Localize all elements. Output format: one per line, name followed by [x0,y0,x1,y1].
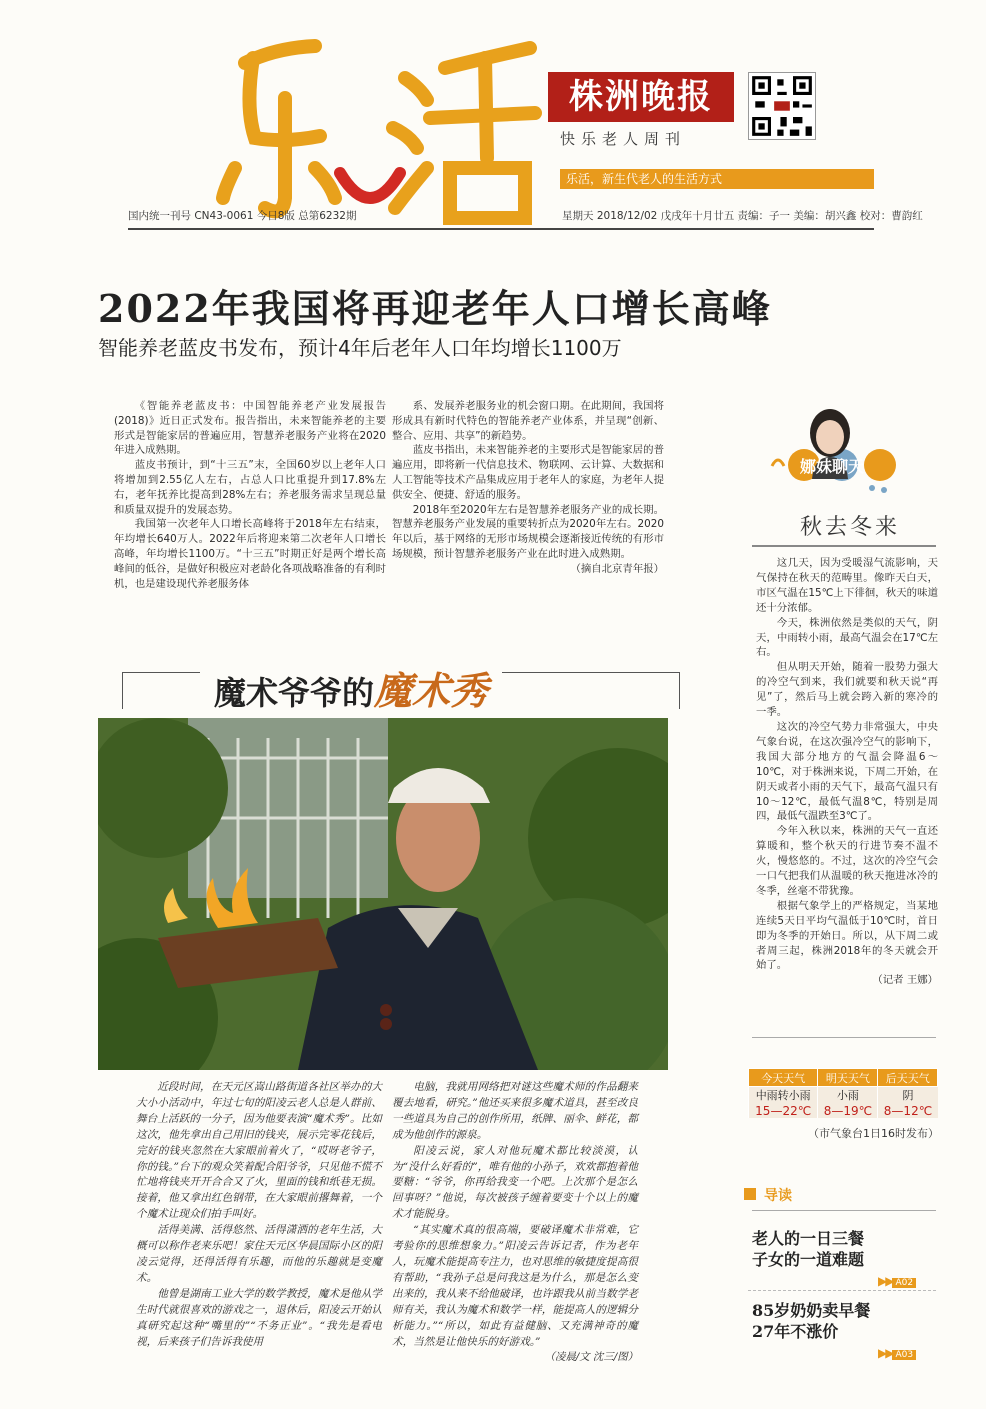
guide-item-line: 85岁奶奶卖早餐 [752,1301,871,1320]
feature-title[interactable] [200,660,502,715]
weather-header: 今天天气 [749,1069,818,1087]
paragraph: 活得美满、活得悠然、活得潇洒的老年生活，大概可以称作老来乐吧！家住天元区华晨国际小区的阳凌云觉得，还得活得有乐趣，而他的乐趣就是变魔术。 [136,1224,382,1284]
masthead-rule [128,228,874,230]
sidebar-title[interactable]: 秋去冬来 [800,515,901,540]
paragraph: 今年入秋以来，株洲的天气一直还算暖和，整个秋天的行进节奏不温不火，慢悠悠的。不过，这次的冷空气会一口气把我们从温暖的秋天拖进冰冷的冬季，丝毫不带犹豫。 [756,825,938,897]
weather-header: 明天天气 [818,1069,878,1087]
weather-note: （市气象台1日16时发布） [808,1127,939,1140]
weather-temp: 8—19℃ [818,1103,878,1118]
arrow-icon: ▶▶ [878,1274,893,1288]
sidebar-text [756,556,938,988]
slogan-bar: 乐活，新生代老人的生活方式 [560,169,874,189]
feature-credit: （凌晨/文 沈三/图） [544,1351,638,1364]
guide-item[interactable] [752,1228,864,1270]
guide-bullet-icon [744,1188,756,1200]
paragraph: 我国第一次老年人口增长高峰将于2018年左右结束，年均增长640万人。2022年后将迎来第二次老年人口增长高峰，年均增长1100万。“十三五”时期正好是两个增长高峰间的低谷，是做好积极应对老龄化各项战略准备的有利时机，也是建设现代养老服务体 [114,518,386,590]
paper-name: 株洲晚报 [548,72,734,122]
feature-title-part-2: 魔术秀 [374,668,489,713]
guide-item-line: 老人的一日三餐 [752,1229,865,1248]
issue-info: 国内统一刊号 CN43-0061 今日8版 总第6232期 [128,210,357,222]
paragraph: 电脑，我就用网络把对谜这些魔术师的作品翻来覆去地看，研究。”他还买来很多魔术道具，甚至改良一些道具为自己的创作所用，纸牌、丽伞、鲜花，都成为他创作的源泉。 [392,1081,638,1141]
lead-column-2 [392,399,664,577]
feature-column-2 [392,1080,638,1366]
lead-headline[interactable]: 2022年我国将再迎老年人口增长高峰 [98,286,772,331]
column-name: 娜妹聊天 [799,457,865,476]
weather-header: 后天天气 [878,1069,938,1087]
sidebar-credit: （记者 王娜） [872,974,938,987]
lead-subhead: 智能养老蓝皮书发布，预计4年后老年人口年均增长1100万 [98,336,622,360]
lead-credit: （摘自北京青年报） [570,562,664,575]
guide-divider [748,1290,936,1291]
paragraph: 这次的冷空气势力非常强大，中央气象台说，在这次强冷空气的影响下，我国大部分地方的气温会降温6～10℃，对于株洲来说，下周二开始，在阴天或者小雨的天气下，最高气温只有10～12℃，最低气温8℃，特别是周四，最低气温跌至3℃了。 [756,720,938,823]
paragraph: 阳凌云说，家人对他玩魔术都比较淡漠，认为“没什么好看的”，唯有他的小孙子，欢欢都抱着他要糖：“爷爷，你再给我变一个吧。上次那个是怎么回事呀？”他说，每次被孩子缠着要变十个以上的魔术才能脱身。 [392,1144,638,1221]
paragraph: 但从明天开始，随着一股势力强大的冷空气到来，我们就要和秋天说“再见”了，然后马上就会跨入新的寒冷的一季。 [756,661,938,719]
page-tag: A02 [892,1278,916,1288]
weather-condition: 阴 [878,1087,938,1104]
paragraph: 《智能养老蓝皮书：中国智能养老产业发展报告(2018)》近日正式发布。报告指出，未来智能养老的主要形式是智能家居的普遍应用，智慧养老服务产业将在2020年进入成熟期。 [114,400,386,457]
guide-item-link[interactable] [878,1342,916,1361]
paragraph: 蓝皮书指出，未来智能养老的主要形式是智能家居的普遍应用，即将新一代信息技术、物联网、云计算、大数据和人工智能等技术产品集成应用于老年人的家庭，为老年人提供安全、便捷、舒适的服务。 [392,444,664,501]
column-name-svg [752,430,912,500]
lead-column-1 [114,399,386,591]
lehuo-logo [205,18,545,233]
paragraph: 这几天，因为受暖湿气流影响，天气保持在秋天的范畴里。像昨天白天，市区气温在15℃上下徘徊，秋天的味道还十分浓郁。 [756,557,938,614]
guide-item[interactable] [752,1300,870,1342]
weather-condition: 中雨转小雨 [749,1087,818,1104]
qr-code-icon[interactable] [748,72,816,140]
weather-temp: 8—12℃ [878,1103,938,1118]
paragraph: 今天，株洲依然是类似的天气，阴天，中雨转小雨，最高气温会在17℃左右。 [756,616,938,659]
weather-table [748,1068,938,1118]
weather-condition: 小雨 [818,1087,878,1104]
feature-photo[interactable] [98,718,668,1070]
paragraph: 根据气象学上的严格规定，当某地连续5天日平均气温低于10℃时，首日即为冬季的开始日。所以，从下周二或者周三起，株洲2018年的冬天就会开始了。 [756,899,938,972]
feature-title-part-1: 魔术爷爷的 [214,674,375,712]
weather-temp: 15—22℃ [749,1103,818,1118]
guide-item-line: 27年不涨价 [752,1322,839,1341]
paragraph: 2018年至2020年左右是智慧养老服务产业的成长期。智慧养老服务产业发展的重要转折点为2020年左右。2020年以后，基于网络的无形市场规模会逐渐接近传统的有形市场规模，预计智慧养老服务产业在此时进入成熟期。 [392,503,664,560]
paragraph: 近段时间，在天元区嵩山路街道各社区举办的大大小小活动中，年过七旬的阳凌云老人总是人群前、舞台上活跃的一分子，因为他要表演“魔术秀”。比如这次，他先拿出自己用旧的钱夹，展示完零花钱后，完好的钱夹忽然在大家眼前着火了，“哎呀老爷子，你的钱。”台下的观众笑着配合阳爷爷，只见他不慌不忙地将钱夹开开合合又了火，里面的钱和纸巷无损。接着，他又拿出红色钢带，在大家眼前撂舞着，一个个魔术让现众们拍手叫好。 [136,1081,382,1221]
guide-item-link[interactable] [878,1270,916,1289]
guide-label: 导读 [764,1188,792,1204]
guide-item-line: 子女的一道难题 [752,1250,865,1269]
paragraph: “其实魔术真的很高端，要破译魔术非常难，它考验你的思维想象力。”阳凌云告诉记者，作为老年人，玩魔术能提高专注力，也对思维的敏捷度提高很有帮助，“我孙子总是问我这是为什么，那是怎么变出来的，我从来不给他破译，也许跟我从前当数学老师有关，我认为魔术和数学一样，能提高人的逻辑分析能力。”“所以，如此有益健脑、又充满神奇的魔术，当然是让他快乐的好游戏。” [392,1224,638,1348]
page-tag: A03 [892,1350,916,1360]
feature-column-1 [136,1080,382,1350]
paragraph: 蓝皮书预计，到“十三五”末，全国60岁以上老年人口将增加到2.55亿人左右，占总人口比重提升到17.8%左右，老年抚养比提高到28%左右；养老服务需求呈现总量和质量双提升的发展态势。 [114,459,386,516]
date-editor-info: 星期天 2018/12/02 戊戌年十月廿五 责编：子一 美编：胡兴鑫 校对：曹韵红 [562,210,923,222]
paragraph: 他曾是湖南工业大学的数学教授，魔术是他从学生时代就很喜欢的游戏之一，退休后，阳凌云开始认真研究起这种“嘴里的”“不务正业”。“我先是看电视，后来孩子们告诉我使用 [136,1287,382,1348]
paragraph: 系、发展养老服务业的机会窗口期。在此期间，我国将形成具有新时代特色的智能养老产业体系，并呈现“创新、整合、应用、共享”的新趋势。 [392,400,664,442]
arrow-icon: ▶▶ [878,1346,893,1360]
paper-subtitle: 快乐老人周刊 [560,130,687,148]
